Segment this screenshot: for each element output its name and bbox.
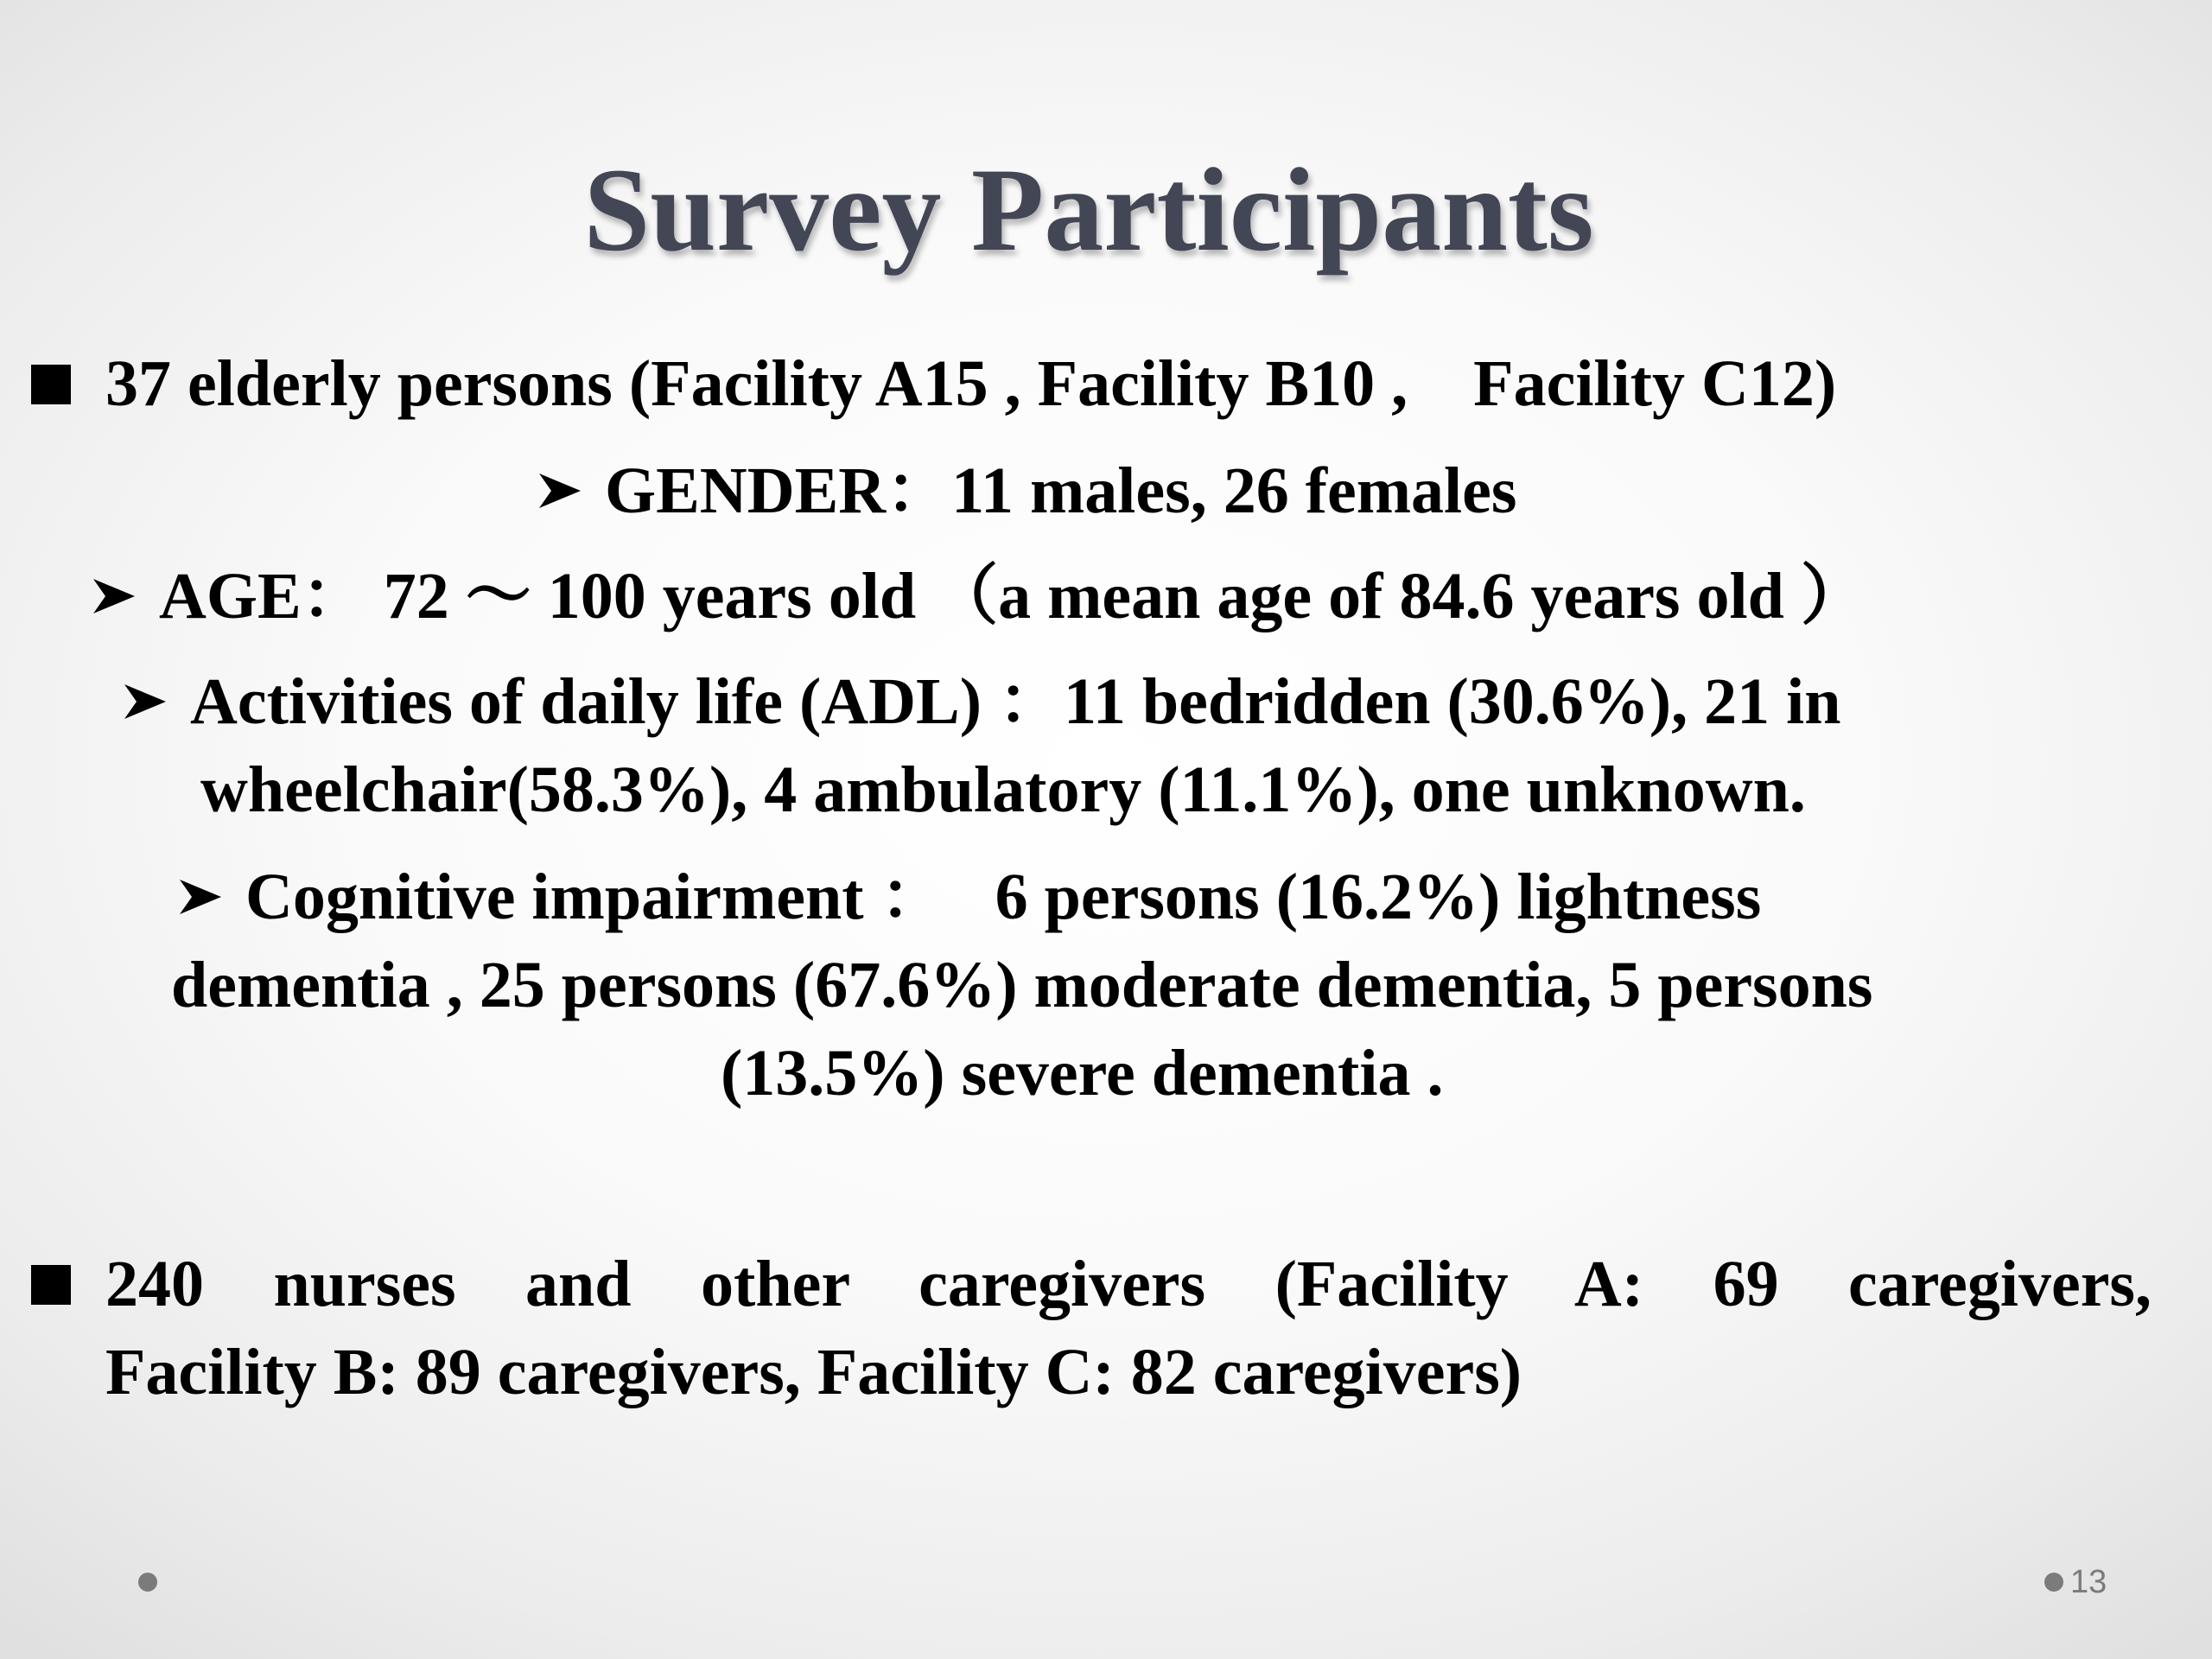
slide-title: Survey Participants bbox=[583, 143, 1594, 276]
dot-icon bbox=[138, 1573, 157, 1592]
caregivers-text-line2: Facility B: 89 caregivers, Facility C: 82 caregivers) bbox=[105, 1336, 1522, 1408]
age-item bbox=[92, 553, 1866, 639]
adl-text-line1: Activities of daily life (ADL) ：11 bedridden (30.6%), 21 in bbox=[190, 665, 1841, 738]
adl-item bbox=[123, 658, 1841, 745]
elderly-heading: 37 elderly persons (Facility A15 , Facility B10 , Facility C12) bbox=[105, 347, 1837, 420]
gender-item bbox=[537, 448, 1516, 534]
gender-text: GENDER：11 males, 26 females bbox=[605, 454, 1517, 527]
arrowhead-bullet-icon bbox=[537, 472, 582, 510]
arrowhead-bullet-icon bbox=[92, 577, 137, 615]
cognitive-text-line2: dementia , 25 persons (67.6%) moderate dementia, 5 persons bbox=[171, 949, 1873, 1021]
cognitive-text-line1: Cognitive impairment ： 6 persons (16.2%) lightness bbox=[245, 861, 1762, 933]
square-bullet-icon bbox=[31, 1265, 71, 1305]
caregivers-text-line1: 240 nurses and other caregivers (Facility A: 69 caregivers, bbox=[105, 1248, 2152, 1320]
dot-icon bbox=[2044, 1573, 2063, 1592]
cognitive-item bbox=[178, 854, 1761, 940]
adl-text-line2: wheelchair(58.3%), 4 ambulatory (11.1%), one unknown. bbox=[200, 753, 1806, 826]
page-number: 13 bbox=[2070, 1564, 2107, 1600]
age-text: AGE： 72 ～ 100 years old （a mean age of 84.6 years old ） bbox=[159, 560, 1866, 632]
arrowhead-bullet-icon bbox=[178, 878, 223, 916]
arrowhead-bullet-icon bbox=[123, 683, 168, 721]
square-bullet-icon bbox=[31, 365, 71, 404]
cognitive-text-line3: (13.5%) severe dementia . bbox=[721, 1037, 1444, 1109]
